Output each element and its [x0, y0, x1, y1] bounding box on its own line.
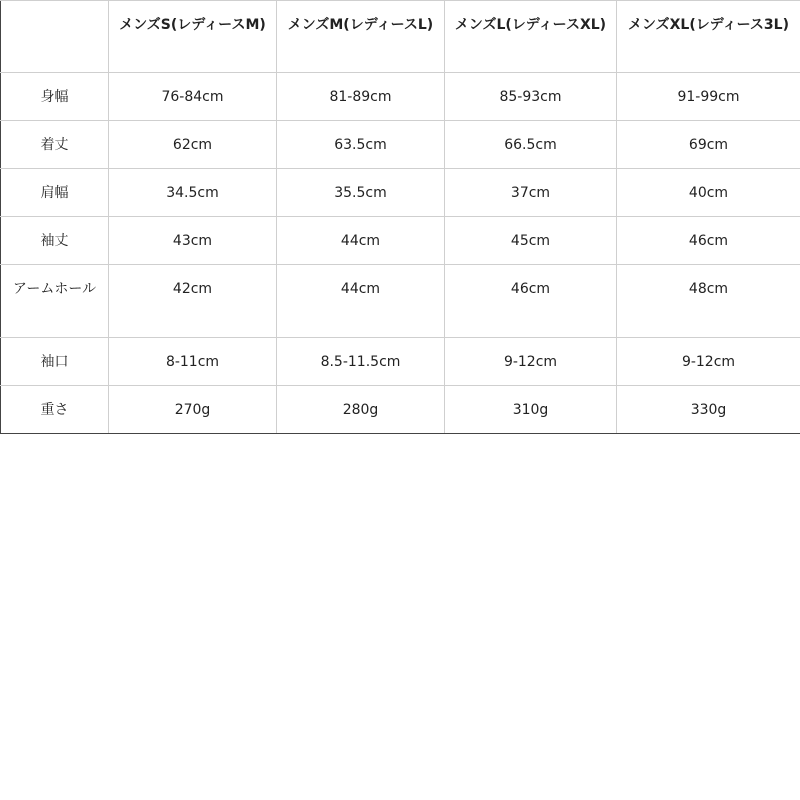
table-cell: 69cm: [617, 121, 800, 169]
table-row: [1, 386, 800, 434]
table-cell: 34.5cm: [109, 169, 277, 217]
table-cell: 37cm: [445, 169, 617, 217]
table-cell: 85-93cm: [445, 73, 617, 121]
table-cell: 44cm: [277, 265, 445, 338]
row-label: 重さ: [1, 386, 109, 434]
table-cell: 330g: [617, 386, 800, 434]
table-cell: 76-84cm: [109, 73, 277, 121]
table-cell: 270g: [109, 386, 277, 434]
table-cell: 91-99cm: [617, 73, 800, 121]
table-cell: 9-12cm: [617, 338, 800, 386]
table-row: [1, 265, 800, 338]
table-row: [1, 338, 800, 386]
table-cell: 62cm: [109, 121, 277, 169]
header-size-xl: メンズXL(レディース3L): [617, 1, 800, 73]
table-cell: 42cm: [109, 265, 277, 338]
table-cell: 48cm: [617, 265, 800, 338]
header-size-s: メンズS(レディースM): [109, 1, 277, 73]
table-cell: 9-12cm: [445, 338, 617, 386]
table-row: [1, 73, 800, 121]
header-row: [1, 1, 800, 73]
row-label: 着丈: [1, 121, 109, 169]
table-row: [1, 217, 800, 265]
table-row: [1, 121, 800, 169]
row-label: 身幅: [1, 73, 109, 121]
table-cell: 63.5cm: [277, 121, 445, 169]
table-cell: 46cm: [445, 265, 617, 338]
table-cell: 35.5cm: [277, 169, 445, 217]
row-label: 袖口: [1, 338, 109, 386]
row-label: 肩幅: [1, 169, 109, 217]
table-row: [1, 169, 800, 217]
table-cell: 45cm: [445, 217, 617, 265]
table-cell: 66.5cm: [445, 121, 617, 169]
header-size-m: メンズM(レディースL): [277, 1, 445, 73]
table-cell: 40cm: [617, 169, 800, 217]
header-corner: [1, 1, 109, 73]
table-cell: 8-11cm: [109, 338, 277, 386]
table-cell: 8.5-11.5cm: [277, 338, 445, 386]
table-cell: 310g: [445, 386, 617, 434]
table-cell: 44cm: [277, 217, 445, 265]
row-label: 袖丈: [1, 217, 109, 265]
table-cell: 81-89cm: [277, 73, 445, 121]
row-label: アームホール: [1, 265, 109, 338]
table-cell: 43cm: [109, 217, 277, 265]
header-size-l: メンズL(レディースXL): [445, 1, 617, 73]
table-cell: 280g: [277, 386, 445, 434]
table-cell: 46cm: [617, 217, 800, 265]
